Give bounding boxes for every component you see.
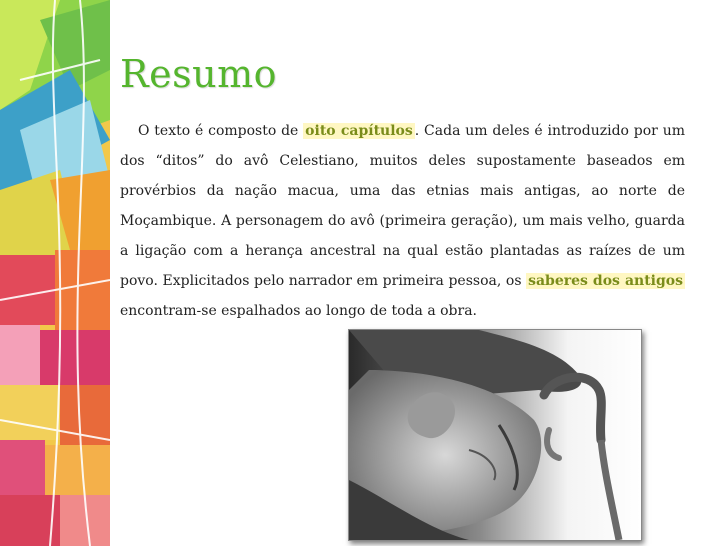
highlight-saberes-dos-antigos: saberes dos antigos: [528, 273, 683, 289]
paragraph-text-1: O texto é composto de: [138, 123, 304, 139]
paragraph-text-2: . Cada um deles é introduzido por um dos “ditos” do avô Celestiano, muitos deles supostamente baseados em provérbios da nação macua, uma das etnias mais antigas, ao norte de Moçambique. A personagem do avô (primeira geração), um mais velho, guarda a ligação com a herança ancestral na qual estão plantadas as raízes de um povo. Explicitados pelo narrador em primeira pessoa, os: [120, 123, 685, 289]
slide-title: Resumo: [120, 52, 277, 96]
body-paragraph: [120, 116, 685, 326]
decorative-mosaic: [0, 0, 110, 546]
elder-with-cane-photo: [348, 329, 642, 541]
paragraph-text-3: encontram-se espalhados ao longo de toda a obra.: [120, 303, 477, 319]
highlight-oito-capitulos: oito capítulos: [305, 123, 413, 139]
